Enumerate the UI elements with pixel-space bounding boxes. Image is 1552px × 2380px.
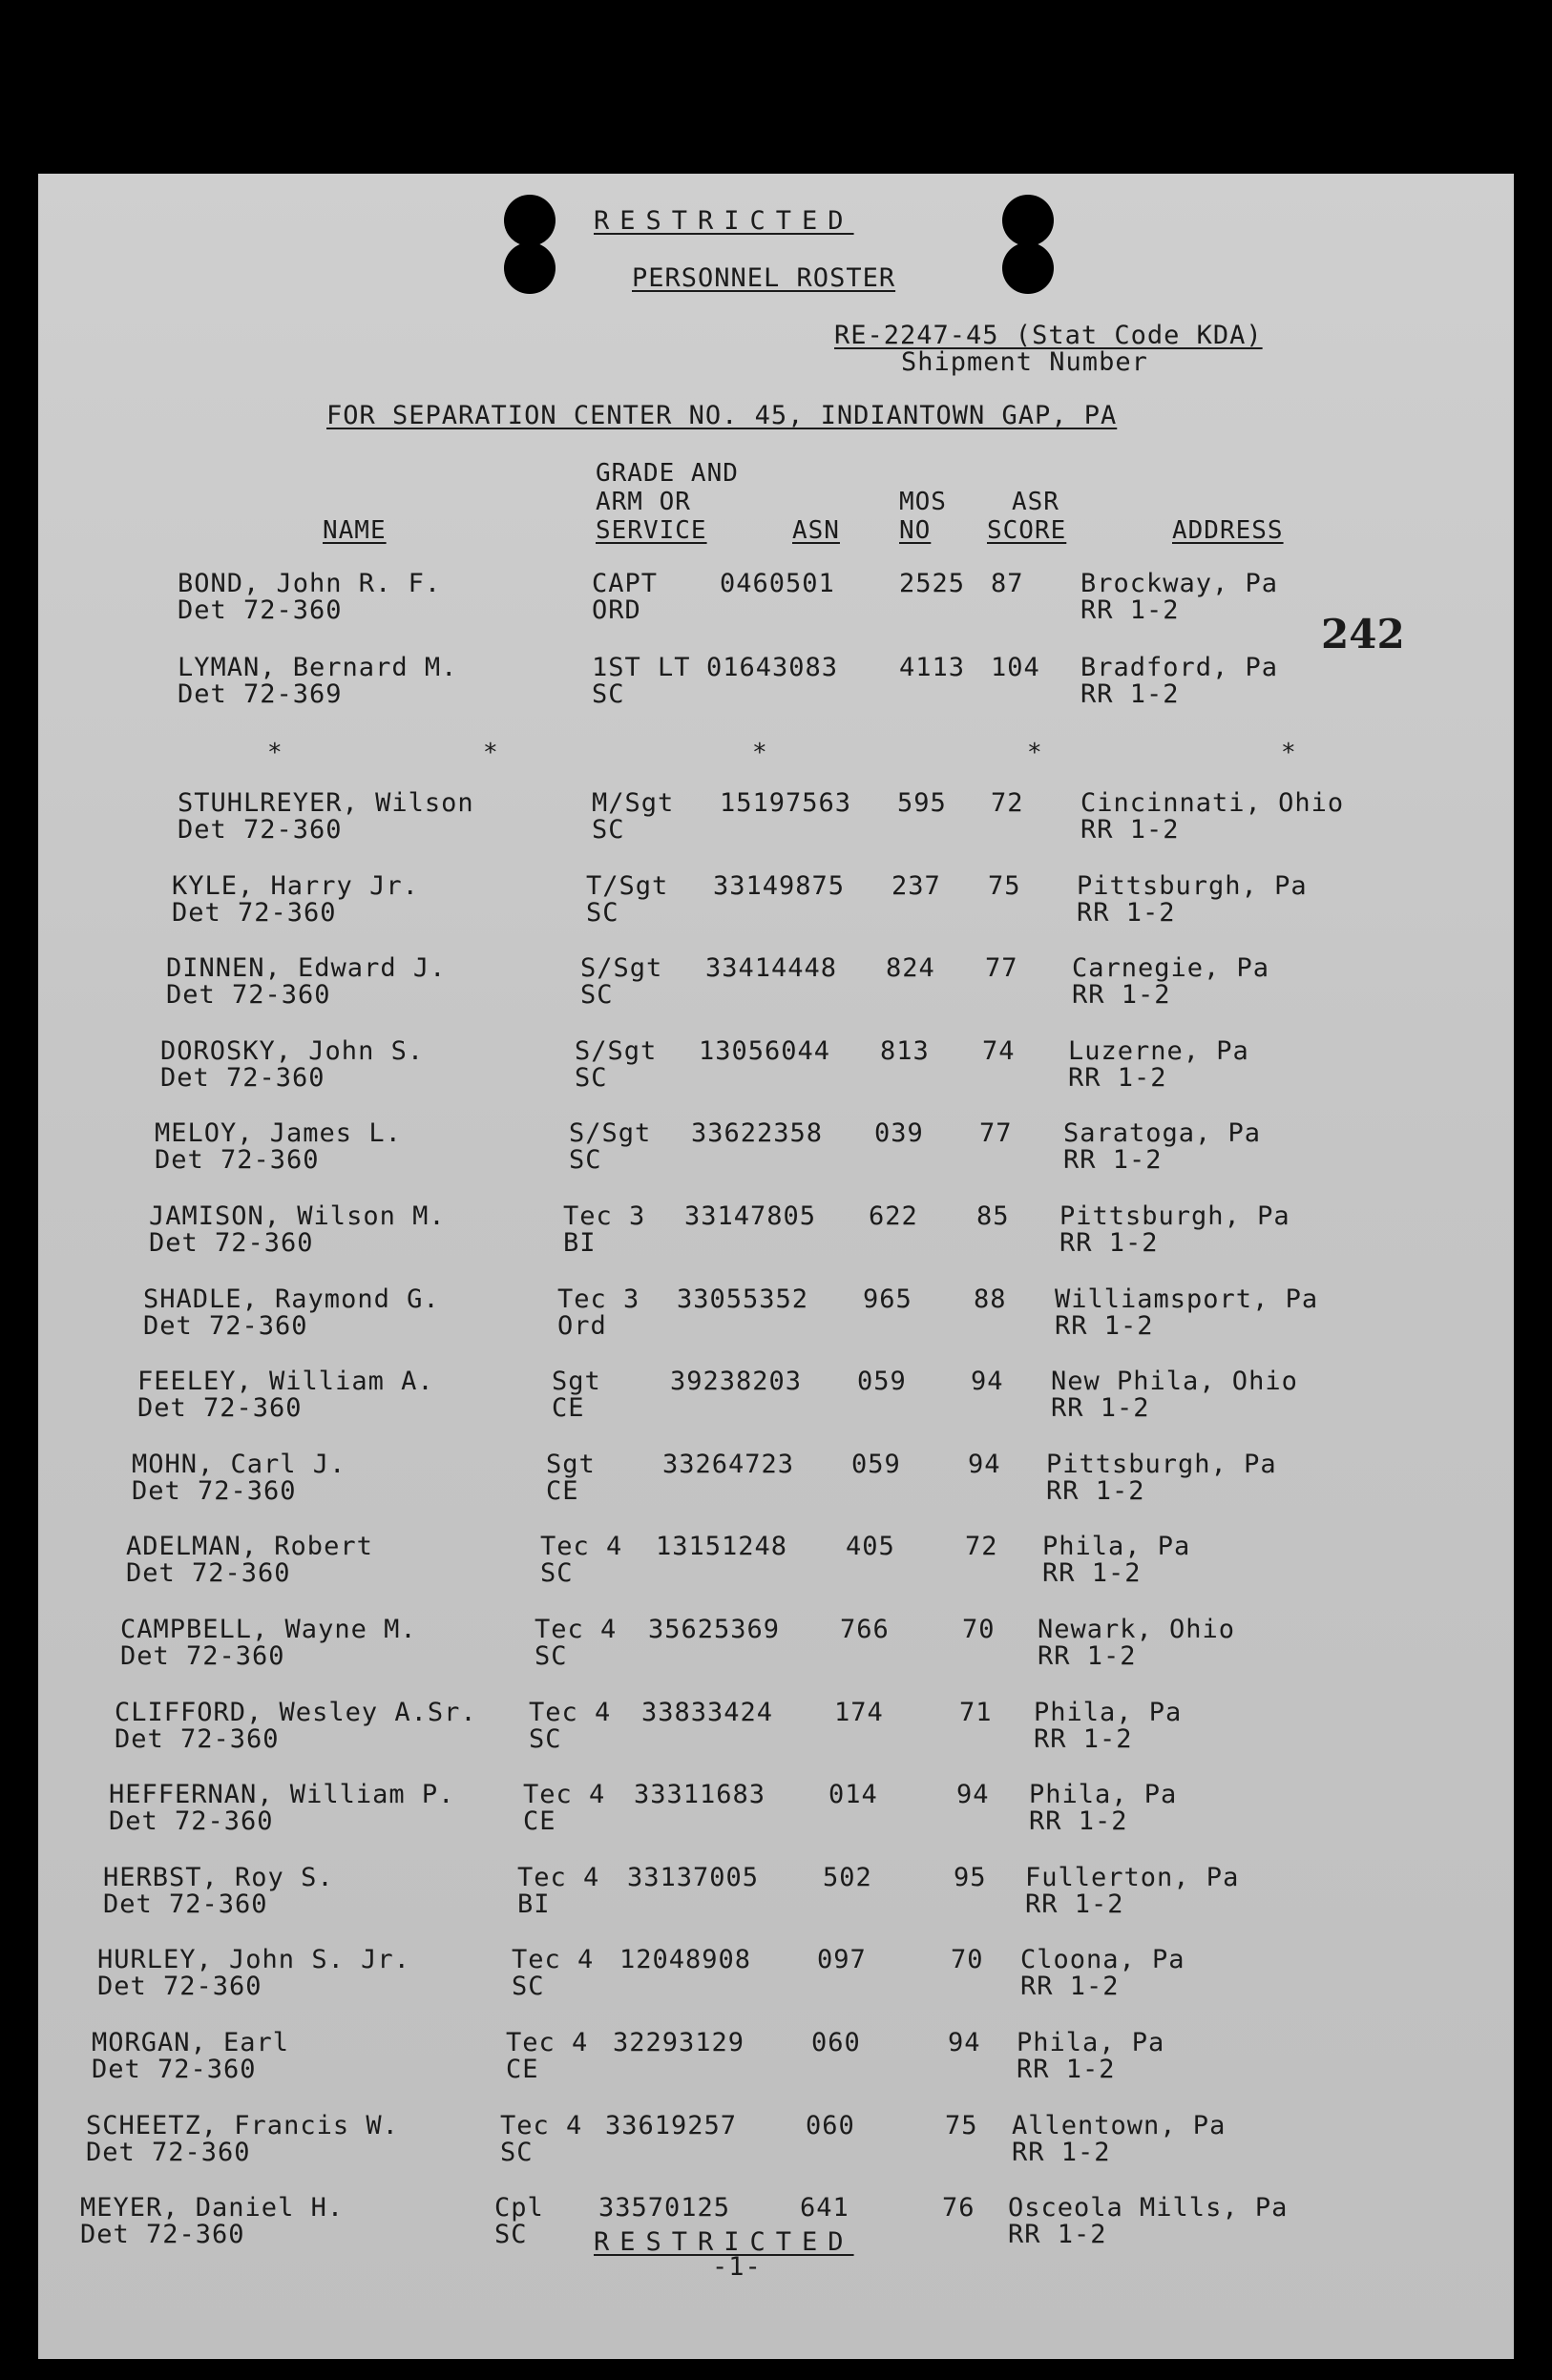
- member-mos: 766: [840, 1615, 890, 1644]
- member-address: Newark, Ohio: [1038, 1615, 1236, 1644]
- member-name: SCHEETZ, Francis W.: [86, 2111, 399, 2140]
- member-asr: 94: [948, 2028, 981, 2057]
- member-mos: 097: [817, 1945, 867, 1974]
- member-arm: CE: [546, 1476, 579, 1506]
- member-asr: 76: [942, 2193, 975, 2223]
- member-arm: CE: [506, 2055, 539, 2084]
- member-rr: RR 1-2: [1029, 1806, 1128, 1836]
- member-rr: RR 1-2: [1012, 2138, 1111, 2167]
- member-detachment: Det 72-360: [80, 2220, 245, 2249]
- member-address: Cloona, Pa: [1020, 1945, 1185, 1974]
- member-name: KYLE, Harry Jr.: [172, 871, 419, 901]
- member-name: DOROSKY, John S.: [160, 1036, 425, 1066]
- member-asr: 94: [968, 1450, 1001, 1479]
- member-asr: 75: [988, 871, 1021, 901]
- page-number: -1-: [712, 2252, 762, 2282]
- member-rr: RR 1-2: [1020, 1972, 1120, 2001]
- member-asr: 87: [991, 569, 1024, 598]
- member-asr: 77: [979, 1118, 1013, 1148]
- member-rr: RR 1-2: [1025, 1889, 1124, 1919]
- header-asr-line2: SCORE: [987, 516, 1067, 545]
- member-detachment: Det 72-360: [178, 815, 343, 845]
- member-asn: 33147805: [684, 1201, 817, 1231]
- header-mos-line1: MOS: [899, 488, 947, 516]
- member-asr: 75: [945, 2111, 978, 2140]
- document-title: PERSONNEL ROSTER: [632, 263, 896, 293]
- member-detachment: Det 72-360: [120, 1641, 285, 1671]
- classification-top: RESTRICTED: [594, 206, 854, 236]
- punch-hole: [504, 195, 556, 246]
- member-arm: SC: [512, 1972, 545, 2001]
- member-asn: 13056044: [699, 1036, 831, 1066]
- member-asn: 33833424: [641, 1698, 774, 1727]
- member-arm: BI: [517, 1889, 551, 1919]
- separator-star: *: [267, 739, 283, 767]
- member-rr: RR 1-2: [1055, 1311, 1154, 1341]
- page-stamp-number: 242: [1321, 611, 1405, 658]
- member-name: BOND, John R. F.: [178, 569, 442, 598]
- member-rr: RR 1-2: [1038, 1641, 1137, 1671]
- member-mos: 502: [823, 1863, 872, 1892]
- header-grade-line3: SERVICE: [596, 516, 707, 545]
- member-rr: RR 1-2: [1080, 679, 1180, 709]
- member-mos: 059: [851, 1450, 901, 1479]
- member-detachment: Det 72-360: [97, 1972, 262, 2001]
- classification-bottom: RESTRICTED: [594, 2227, 854, 2257]
- punch-hole: [504, 242, 556, 294]
- member-grade: Tec 4: [529, 1698, 612, 1727]
- header-mos-line2: NO: [899, 516, 932, 545]
- member-asn: 13151248: [656, 1532, 788, 1561]
- member-detachment: Det 72-360: [160, 1063, 325, 1093]
- member-arm: SC: [535, 1641, 568, 1671]
- header-name: NAME: [323, 516, 387, 545]
- member-arm: SC: [592, 679, 625, 709]
- member-asn: 39238203: [670, 1367, 803, 1396]
- member-grade: T/Sgt: [586, 871, 669, 901]
- member-name: LYMAN, Bernard M.: [178, 653, 458, 682]
- member-mos: 813: [880, 1036, 930, 1066]
- header-asn: ASN: [792, 516, 840, 545]
- member-grade: Tec 4: [512, 1945, 595, 1974]
- member-grade: Tec 3: [563, 1201, 646, 1231]
- member-address: Pittsburgh, Pa: [1077, 871, 1308, 901]
- member-name: DINNEN, Edward J.: [166, 953, 447, 983]
- member-asn: 33149875: [713, 871, 846, 901]
- member-address: Carnegie, Pa: [1072, 953, 1270, 983]
- member-asn: 33137005: [627, 1863, 760, 1892]
- member-detachment: Det 72-360: [143, 1311, 308, 1341]
- member-detachment: Det 72-360: [132, 1476, 297, 1506]
- member-detachment: Det 72-360: [166, 980, 331, 1010]
- member-mos: 965: [863, 1284, 912, 1314]
- member-arm: SC: [494, 2220, 528, 2249]
- member-rr: RR 1-2: [1068, 1063, 1167, 1093]
- member-mos: 174: [834, 1698, 884, 1727]
- member-asr: 72: [991, 788, 1024, 818]
- member-arm: SC: [500, 2138, 534, 2167]
- member-asn: 32293129: [613, 2028, 745, 2057]
- member-asr: 71: [959, 1698, 993, 1727]
- member-mos: 4113: [899, 653, 966, 682]
- member-grade: Tec 4: [517, 1863, 600, 1892]
- member-asr: 70: [962, 1615, 996, 1644]
- member-detachment: Det 72-360: [178, 595, 343, 625]
- member-rr: RR 1-2: [1077, 898, 1176, 928]
- member-address: Luzerne, Pa: [1068, 1036, 1249, 1066]
- member-asn: 15197563: [720, 788, 852, 818]
- member-grade: Sgt: [552, 1367, 601, 1396]
- member-asn: 33414448: [705, 953, 838, 983]
- member-name: HEFFERNAN, William P.: [109, 1780, 455, 1809]
- member-address: Osceola Mills, Pa: [1008, 2193, 1289, 2223]
- member-arm: SC: [575, 1063, 608, 1093]
- member-address: Phila, Pa: [1017, 2028, 1165, 2057]
- member-grade: Tec 4: [500, 2111, 583, 2140]
- member-rr: RR 1-2: [1008, 2220, 1107, 2249]
- member-arm: SC: [592, 815, 625, 845]
- member-mos: 405: [846, 1532, 895, 1561]
- member-name: MEYER, Daniel H.: [80, 2193, 345, 2223]
- member-name: STUHLREYER, Wilson: [178, 788, 474, 818]
- member-grade: M/Sgt: [592, 788, 675, 818]
- member-arm: ORD: [592, 595, 641, 625]
- member-asn: 0460501: [720, 569, 835, 598]
- member-arm: CE: [523, 1806, 556, 1836]
- member-asn: 33570125: [598, 2193, 731, 2223]
- member-name: FEELEY, William A.: [137, 1367, 434, 1396]
- member-address: Pittsburgh, Pa: [1059, 1201, 1290, 1231]
- member-name: MORGAN, Earl: [92, 2028, 290, 2057]
- member-arm: BI: [563, 1228, 597, 1258]
- member-address: Phila, Pa: [1034, 1698, 1183, 1727]
- member-name: SHADLE, Raymond G.: [143, 1284, 440, 1314]
- punch-hole: [1002, 195, 1054, 246]
- member-address: Fullerton, Pa: [1025, 1863, 1240, 1892]
- header-grade-line1: GRADE AND: [596, 459, 739, 488]
- member-rr: RR 1-2: [1034, 1724, 1133, 1754]
- member-detachment: Det 72-360: [137, 1393, 303, 1423]
- member-rr: RR 1-2: [1046, 1476, 1145, 1506]
- member-rr: RR 1-2: [1080, 815, 1180, 845]
- member-address: Phila, Pa: [1029, 1780, 1178, 1809]
- member-rr: RR 1-2: [1051, 1393, 1150, 1423]
- member-name: HURLEY, John S. Jr.: [97, 1945, 410, 1974]
- member-detachment: Det 72-360: [172, 898, 337, 928]
- member-rr: RR 1-2: [1080, 595, 1180, 625]
- member-rr: RR 1-2: [1042, 1558, 1142, 1588]
- member-grade: S/Sgt: [575, 1036, 658, 1066]
- member-name: CAMPBELL, Wayne M.: [120, 1615, 417, 1644]
- member-detachment: Det 72-360: [92, 2055, 257, 2084]
- member-grade: Tec 4: [540, 1532, 623, 1561]
- member-name: MELOY, James L.: [155, 1118, 402, 1148]
- header-asr-line1: ASR: [1012, 488, 1059, 516]
- member-grade: 1ST LT: [592, 653, 691, 682]
- member-asr: 74: [982, 1036, 1016, 1066]
- member-asn: 33055352: [677, 1284, 809, 1314]
- member-grade: Tec 3: [557, 1284, 640, 1314]
- member-name: JAMISON, Wilson M.: [149, 1201, 446, 1231]
- member-arm: Ord: [557, 1311, 607, 1341]
- member-rr: RR 1-2: [1072, 980, 1171, 1010]
- shipment-number-label: Shipment Number: [901, 347, 1148, 377]
- punch-hole: [1002, 242, 1054, 294]
- member-address: Phila, Pa: [1042, 1532, 1191, 1561]
- member-mos: 060: [806, 2111, 855, 2140]
- member-rr: RR 1-2: [1063, 1145, 1163, 1175]
- member-mos: 039: [874, 1118, 924, 1148]
- member-address: New Phila, Ohio: [1051, 1367, 1298, 1396]
- member-asn: 33311683: [634, 1780, 766, 1809]
- member-asr: 70: [951, 1945, 984, 1974]
- member-arm: CE: [552, 1393, 585, 1423]
- header-grade-line2: ARM OR: [596, 488, 691, 516]
- separator-star: *: [752, 739, 767, 767]
- member-asr: 88: [974, 1284, 1007, 1314]
- member-asn: 33264723: [662, 1450, 795, 1479]
- member-address: Williamsport, Pa: [1055, 1284, 1319, 1314]
- member-mos: 824: [886, 953, 935, 983]
- member-address: Allentown, Pa: [1012, 2111, 1227, 2140]
- member-asn: 33622358: [691, 1118, 824, 1148]
- member-name: ADELMAN, Robert: [126, 1532, 373, 1561]
- member-detachment: Det 72-360: [149, 1228, 314, 1258]
- member-mos: 641: [800, 2193, 849, 2223]
- member-asr: 85: [976, 1201, 1010, 1231]
- member-detachment: Det 72-369: [178, 679, 343, 709]
- member-name: CLIFFORD, Wesley A.Sr.: [115, 1698, 477, 1727]
- separator-star: *: [1281, 739, 1296, 767]
- member-address: Pittsburgh, Pa: [1046, 1450, 1277, 1479]
- member-arm: SC: [529, 1724, 562, 1754]
- member-address: Saratoga, Pa: [1063, 1118, 1262, 1148]
- member-mos: 237: [891, 871, 941, 901]
- member-asr: 104: [991, 653, 1040, 682]
- member-detachment: Det 72-360: [103, 1889, 268, 1919]
- header-address: ADDRESS: [1172, 516, 1284, 545]
- member-arm: SC: [540, 1558, 574, 1588]
- member-arm: SC: [586, 898, 619, 928]
- member-grade: S/Sgt: [580, 953, 663, 983]
- member-mos: 595: [897, 788, 947, 818]
- member-asn: 35625369: [648, 1615, 781, 1644]
- member-mos: 060: [811, 2028, 861, 2057]
- member-address: Bradford, Pa: [1080, 653, 1279, 682]
- member-asn: 33619257: [605, 2111, 738, 2140]
- member-asr: 94: [971, 1367, 1004, 1396]
- roster-page: [38, 174, 1514, 2359]
- member-rr: RR 1-2: [1017, 2055, 1116, 2084]
- member-grade: Tec 4: [535, 1615, 618, 1644]
- separator-star: *: [1027, 739, 1042, 767]
- member-mos: 014: [828, 1780, 878, 1809]
- member-mos: 2525: [899, 569, 966, 598]
- member-mos: 622: [869, 1201, 918, 1231]
- member-asr: 72: [965, 1532, 998, 1561]
- member-grade: CAPT: [592, 569, 659, 598]
- member-detachment: Det 72-360: [86, 2138, 251, 2167]
- member-name: HERBST, Roy S.: [103, 1863, 334, 1892]
- member-address: Brockway, Pa: [1080, 569, 1279, 598]
- member-grade: Tec 4: [506, 2028, 589, 2057]
- separation-center: FOR SEPARATION CENTER NO. 45, INDIANTOWN GAP, PA: [326, 401, 1118, 430]
- member-rr: RR 1-2: [1059, 1228, 1159, 1258]
- shipment-number: RE-2247-45 (Stat Code KDA): [834, 321, 1263, 350]
- member-grade: Tec 4: [523, 1780, 606, 1809]
- member-detachment: Det 72-360: [126, 1558, 291, 1588]
- member-arm: SC: [580, 980, 614, 1010]
- member-arm: SC: [569, 1145, 602, 1175]
- member-asr: 95: [954, 1863, 987, 1892]
- member-detachment: Det 72-360: [109, 1806, 274, 1836]
- member-detachment: Det 72-360: [155, 1145, 320, 1175]
- member-address: Cincinnati, Ohio: [1080, 788, 1345, 818]
- member-grade: S/Sgt: [569, 1118, 652, 1148]
- member-asr: 77: [985, 953, 1018, 983]
- member-asn: 01643083: [706, 653, 839, 682]
- member-asr: 94: [956, 1780, 990, 1809]
- separator-star: *: [483, 739, 498, 767]
- member-detachment: Det 72-360: [115, 1724, 280, 1754]
- member-asn: 12048908: [619, 1945, 752, 1974]
- member-grade: Cpl: [494, 2193, 544, 2223]
- member-name: MOHN, Carl J.: [132, 1450, 346, 1479]
- member-mos: 059: [857, 1367, 907, 1396]
- member-grade: Sgt: [546, 1450, 596, 1479]
